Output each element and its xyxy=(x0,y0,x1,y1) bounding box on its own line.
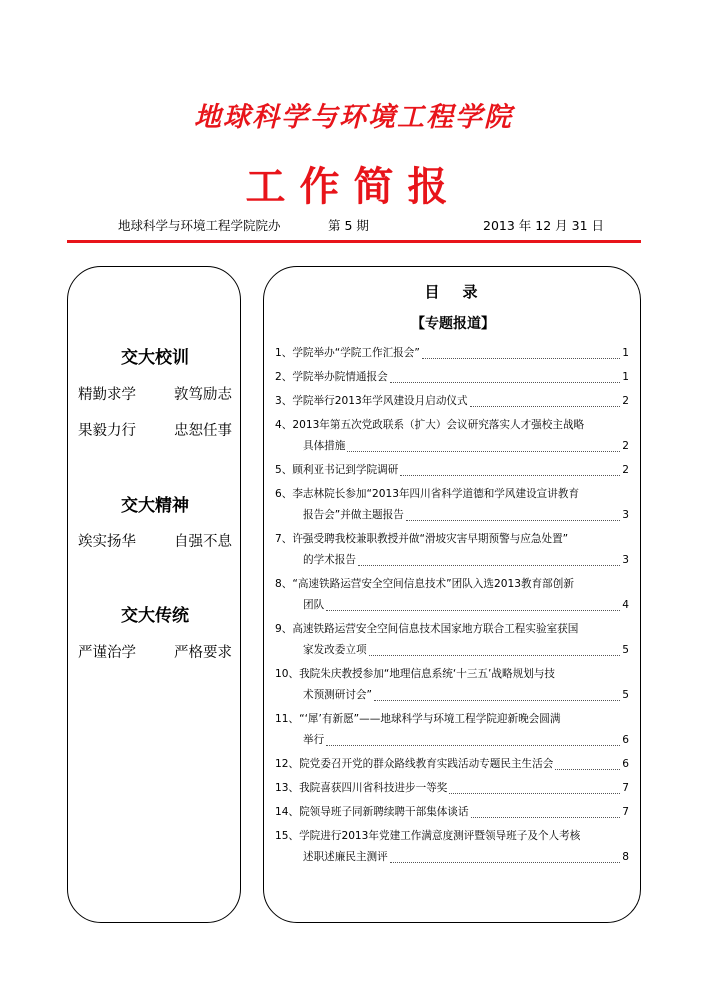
toc-entry-line xyxy=(275,778,629,799)
toc-entry-title: 学院举行2013年学风建设月启动仪式 xyxy=(292,395,468,407)
toc-entry-title: 报告会”并做主题报告 xyxy=(303,509,404,521)
toc-leader-dots xyxy=(326,609,620,611)
motto-phrase: 精勤求学 xyxy=(78,387,136,403)
motto-line xyxy=(78,419,232,440)
toc-entry-title: 术预测研讨会” xyxy=(303,689,373,701)
motto-heading: 交大传统 xyxy=(121,606,189,626)
toc-entry[interactable] xyxy=(275,754,629,775)
toc-leader-dots xyxy=(390,381,621,383)
toc-section-heading: 【专题报道】 xyxy=(411,316,495,332)
toc-entry-page: 8 xyxy=(622,851,629,863)
toc-leader-dots xyxy=(555,768,620,770)
toc-entry[interactable] xyxy=(275,367,629,388)
toc-entry-title: 我院喜获四川省科技进步一等奖 xyxy=(299,782,448,794)
toc-entry-page: 5 xyxy=(622,689,629,701)
toc-title: 目 录 xyxy=(424,283,482,301)
toc-leader-dots xyxy=(400,474,620,476)
motto-line xyxy=(78,530,232,551)
motto-panel xyxy=(67,266,241,923)
motto-heading: 交大精神 xyxy=(121,496,189,516)
toc-entry[interactable] xyxy=(275,343,629,364)
toc-entry-number: 7、 xyxy=(275,533,293,545)
toc-entry-page: 6 xyxy=(622,758,629,770)
toc-entry-title: 的学术报告 xyxy=(303,554,356,566)
toc-entry-number: 9、 xyxy=(275,623,293,635)
toc-entry-page: 5 xyxy=(622,644,629,656)
toc-entry-line xyxy=(275,730,629,751)
toc-entry-page: 7 xyxy=(622,806,629,818)
toc-entry-line xyxy=(275,574,629,595)
toc-entry-title: 院党委召开党的群众路线教育实践活动专题民主生活会 xyxy=(299,758,554,770)
toc-entry-line xyxy=(275,505,629,526)
toc-entry-title: 学院进行2013年党建工作满意度测评暨领导班子及个人考核 xyxy=(299,830,581,842)
toc-entry-page: 2 xyxy=(622,440,629,452)
toc-entry[interactable] xyxy=(275,826,629,868)
motto-line xyxy=(78,383,232,404)
toc-leader-dots xyxy=(422,357,620,359)
toc-entry-line xyxy=(275,709,629,730)
toc-entry[interactable] xyxy=(275,802,629,823)
toc-entry-line xyxy=(275,436,629,457)
toc-entry[interactable] xyxy=(275,778,629,799)
toc-entry-number: 3、 xyxy=(275,395,293,407)
toc-entry[interactable] xyxy=(275,415,629,457)
toc-entry-line xyxy=(275,847,629,868)
toc-entry-line xyxy=(275,550,629,571)
toc-leader-dots xyxy=(449,792,620,794)
toc-entry-page: 3 xyxy=(622,509,629,521)
toc-entry[interactable] xyxy=(275,484,629,526)
toc-entry-page: 7 xyxy=(622,782,629,794)
toc-entry-title: 顾利亚书记到学院调研 xyxy=(292,464,399,476)
toc-entry-title: 许强受聘我校兼职教授并做“滑坡灾害早期预警与应急处置” xyxy=(292,533,569,545)
toc-entry-number: 13、 xyxy=(275,782,300,794)
motto-heading: 交大校训 xyxy=(121,348,189,368)
toc-entry[interactable] xyxy=(275,619,629,661)
toc-entry[interactable] xyxy=(275,460,629,481)
toc-leader-dots xyxy=(470,405,621,407)
toc-entry-number: 14、 xyxy=(275,806,300,818)
motto-phrase: 严格要求 xyxy=(174,645,232,661)
toc-entry-line xyxy=(275,664,629,685)
toc-entry-line xyxy=(275,415,629,436)
toc-leader-dots xyxy=(358,564,620,566)
toc-entry-title: 述职述廉民主测评 xyxy=(303,851,388,863)
toc-entry-line xyxy=(275,640,629,661)
toc-entry-number: 1、 xyxy=(275,347,293,359)
toc-leader-dots xyxy=(326,744,620,746)
motto-phrase: 竢实扬华 xyxy=(78,534,136,550)
motto-phrase: 严谨治学 xyxy=(78,645,136,661)
issue-label: 第 5 期 xyxy=(328,218,369,233)
toc-entry-title: 举行 xyxy=(303,734,325,746)
toc-entry-number: 8、 xyxy=(275,578,293,590)
toc-entry-number: 11、 xyxy=(275,713,300,725)
toc-entry-line xyxy=(275,484,629,505)
toc-entry-line xyxy=(275,391,629,412)
toc-entry-number: 6、 xyxy=(275,488,293,500)
date-label: 2013 年 12 月 31 日 xyxy=(483,218,604,233)
college-title: 地球科学与环境工程学院 xyxy=(194,102,513,133)
toc-entry-page: 4 xyxy=(622,599,629,611)
toc-entry-title: 院领导班子同新聘续聘干部集体谈话 xyxy=(299,806,469,818)
toc-entry-page: 3 xyxy=(622,554,629,566)
toc-entry-number: 5、 xyxy=(275,464,293,476)
toc-entry-page: 1 xyxy=(622,371,629,383)
toc-entry-title: 家发改委立项 xyxy=(303,644,367,656)
toc-entry-title: 李志林院长参加“2013年四川省科学道德和学风建设宣讲教育 xyxy=(292,488,580,500)
toc-entry-title: 高速铁路运营安全空间信息技术国家地方联合工程实验室获国 xyxy=(292,623,579,635)
motto-phrase: 敦笃励志 xyxy=(174,387,232,403)
toc-entry[interactable] xyxy=(275,529,629,571)
toc-entry-page: 6 xyxy=(622,734,629,746)
toc-entry-number: 10、 xyxy=(275,668,300,680)
toc-entry[interactable] xyxy=(275,574,629,616)
toc-entry-title: 具体措施 xyxy=(303,440,346,452)
toc-entry-title: 学院举办院情通报会 xyxy=(292,371,388,383)
toc-entry[interactable] xyxy=(275,664,629,706)
toc-entry-line xyxy=(275,595,629,616)
header-rule xyxy=(67,240,641,243)
toc-leader-dots xyxy=(406,519,620,521)
toc-entry-line xyxy=(275,343,629,364)
toc-leader-dots xyxy=(374,699,620,701)
toc-entry-page: 1 xyxy=(622,347,629,359)
toc-panel xyxy=(263,266,641,923)
toc-entry-line xyxy=(275,685,629,706)
toc-leader-dots xyxy=(347,450,620,452)
office-label: 地球科学与环境工程学院院办 xyxy=(118,218,281,233)
toc-entry-number: 15、 xyxy=(275,830,300,842)
toc-entry-page: 2 xyxy=(622,395,629,407)
motto-phrase: 自强不息 xyxy=(174,534,232,550)
motto-phrase: 果毅力行 xyxy=(78,423,136,439)
motto-phrase: 忠恕任事 xyxy=(174,423,232,439)
toc-entry[interactable] xyxy=(275,391,629,412)
toc-entry-title: “‘犀’有新愿”——地球科学与环境工程学院迎新晚会圆满 xyxy=(299,713,561,725)
motto-line xyxy=(78,641,232,662)
toc-entry-line xyxy=(275,529,629,550)
toc-entry-line xyxy=(275,826,629,847)
toc-leader-dots xyxy=(369,654,621,656)
toc-entry-line xyxy=(275,460,629,481)
toc-leader-dots xyxy=(390,861,621,863)
toc-entry-title: 学院举办“学院工作汇报会” xyxy=(292,347,420,359)
publication-title: 工作简报 xyxy=(245,163,462,210)
toc-entry-number: 4、 xyxy=(275,419,293,431)
toc-entry-line xyxy=(275,754,629,775)
toc-entry-title: 我院朱庆教授参加“地理信息系统‘十三五’战略规划与技 xyxy=(299,668,555,680)
toc-entry[interactable] xyxy=(275,709,629,751)
toc-list xyxy=(275,343,629,871)
toc-leader-dots xyxy=(471,816,621,818)
toc-entry-title: 团队 xyxy=(303,599,325,611)
toc-entry-title: 2013年第五次党政联系（扩大）会议研究落实人才强校主战略 xyxy=(292,419,585,431)
toc-entry-number: 2、 xyxy=(275,371,293,383)
toc-entry-line xyxy=(275,619,629,640)
toc-entry-number: 12、 xyxy=(275,758,300,770)
toc-entry-line xyxy=(275,367,629,388)
toc-entry-title: “高速铁路运营安全空间信息技术”团队入选2013教育部创新 xyxy=(292,578,574,590)
toc-entry-line xyxy=(275,802,629,823)
toc-entry-page: 2 xyxy=(622,464,629,476)
